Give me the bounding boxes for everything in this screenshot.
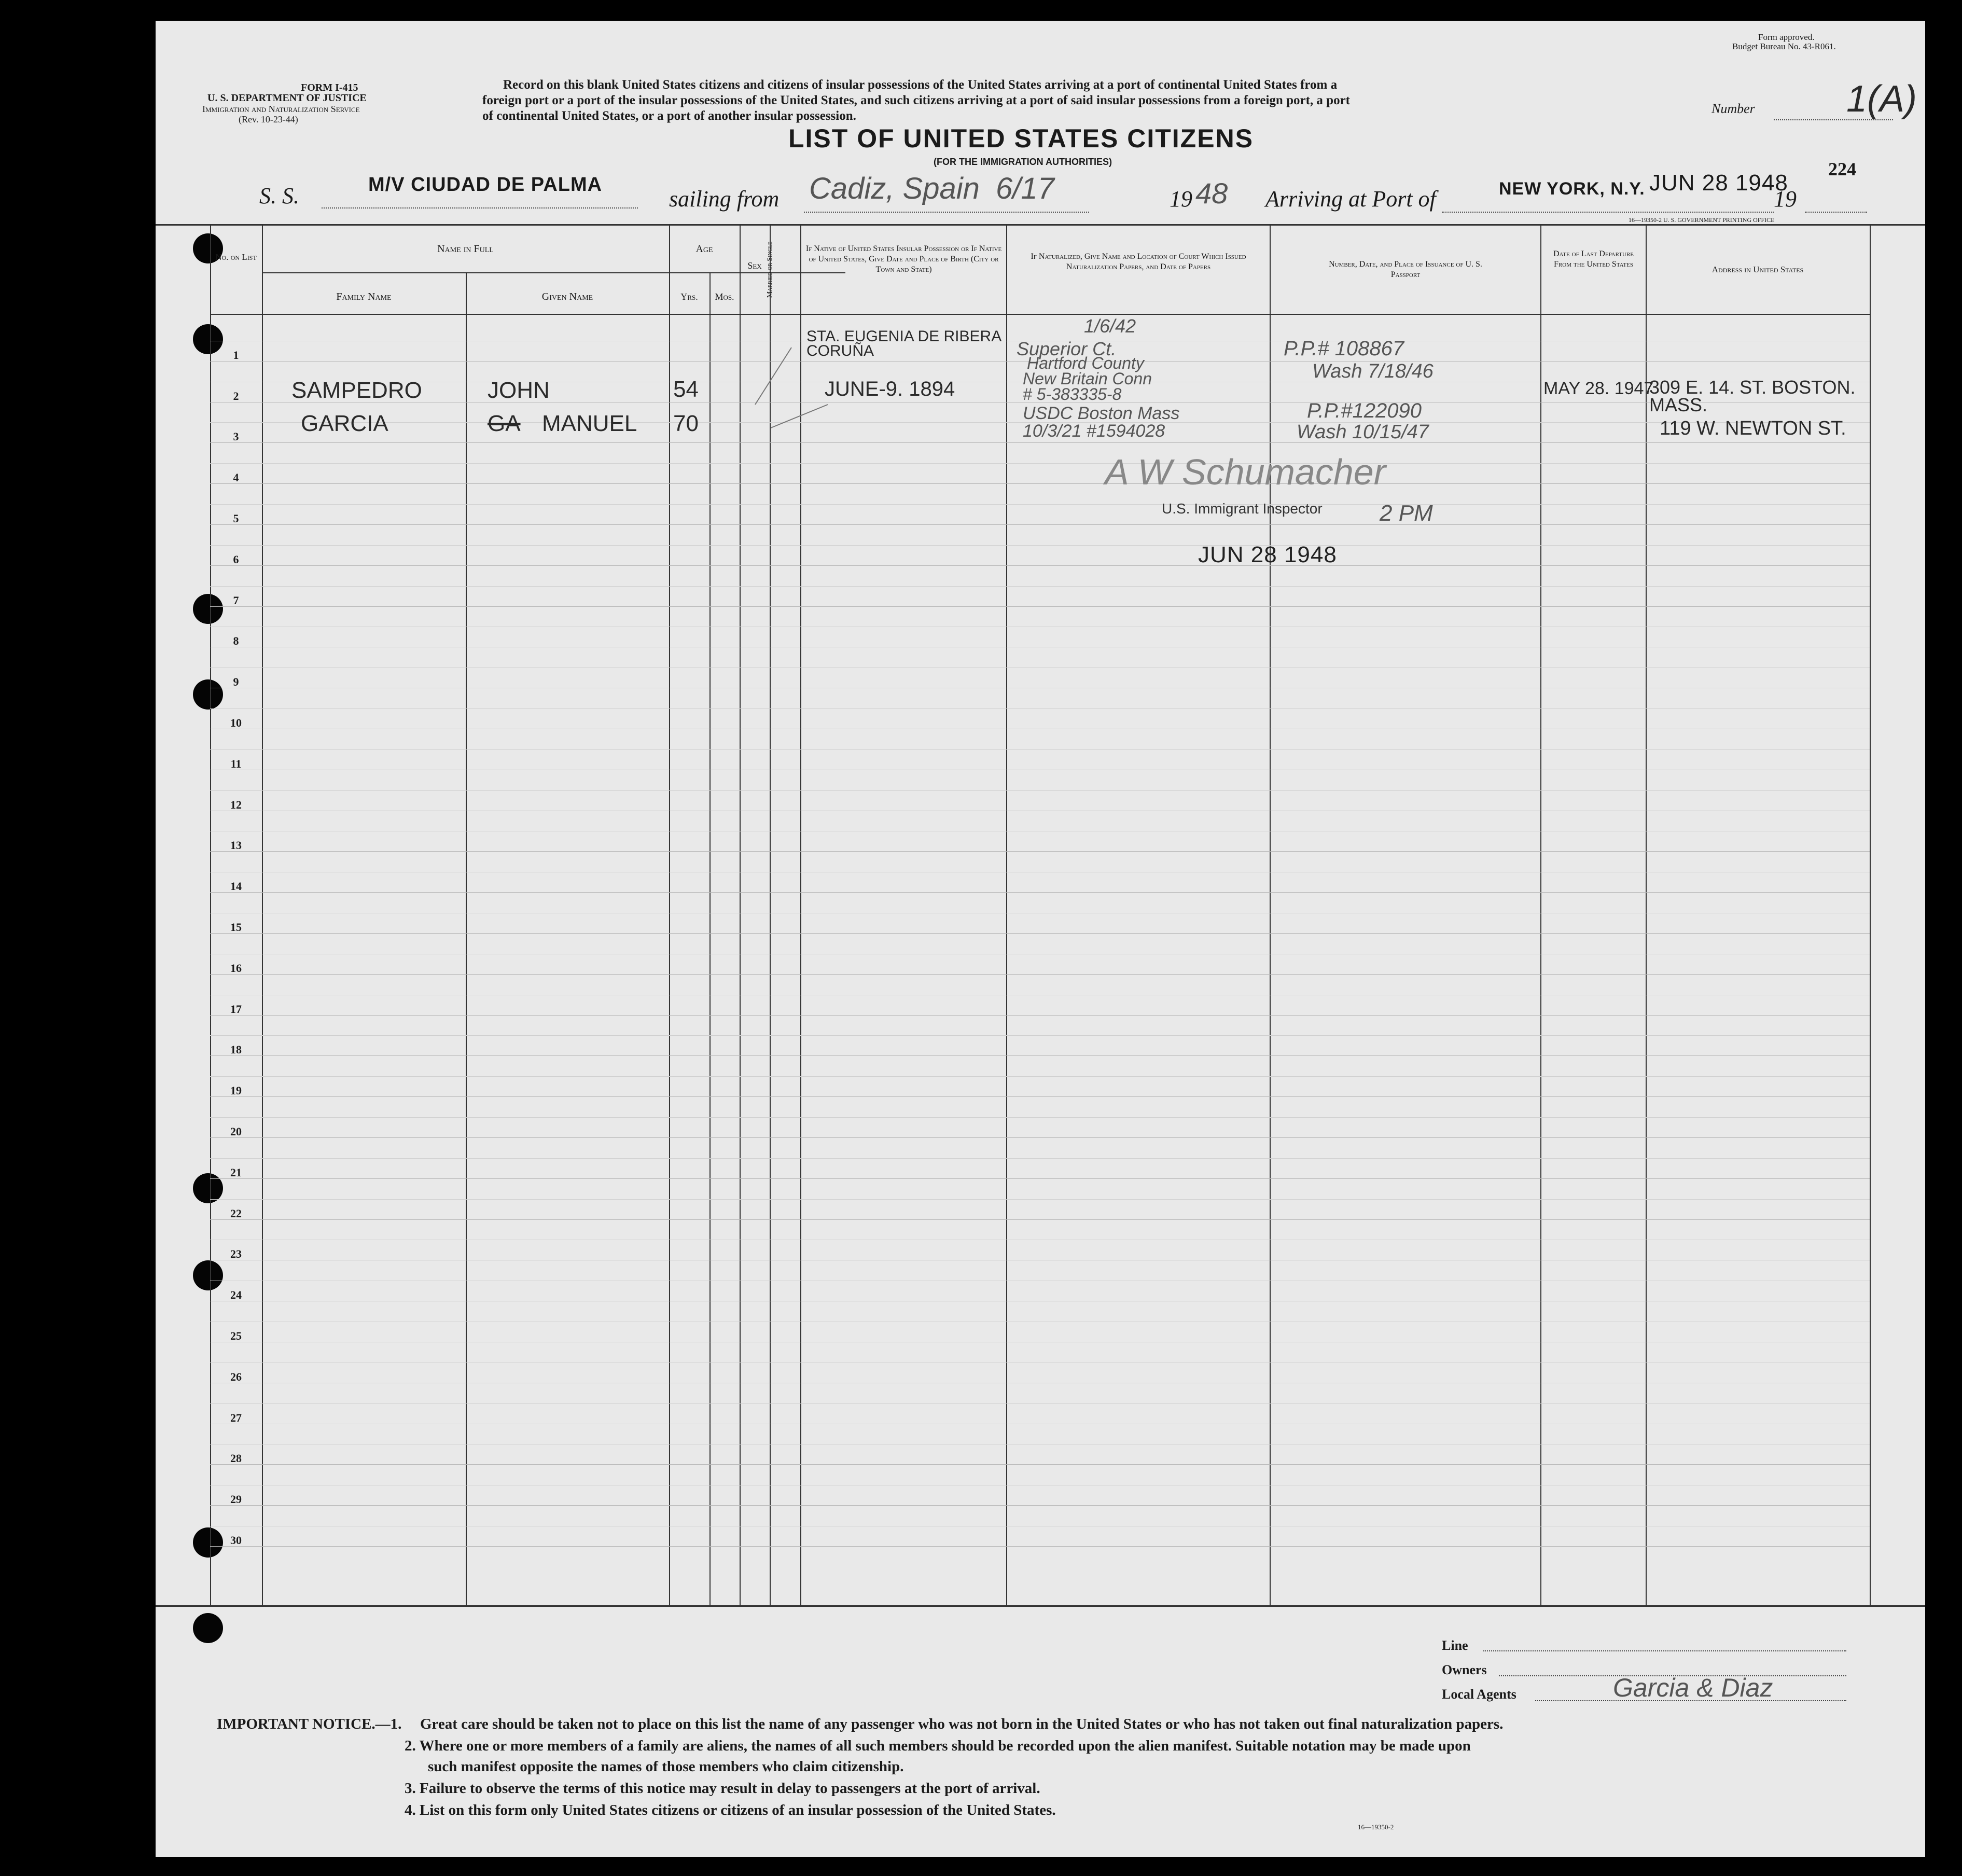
arriving-label: Arriving at Port of — [1265, 186, 1436, 212]
col-header-given-name: Given Name — [541, 291, 593, 302]
sailing-from-label: sailing from — [669, 186, 780, 212]
entry-2-passport-no: P.P.#122090 — [1307, 399, 1422, 422]
inspector-note: 2 PM — [1380, 501, 1433, 526]
col-header-naturalized: If Naturalized, Give Name and Location of Court Which Issued Naturalization Papers, and Date of Papers — [1031, 252, 1246, 271]
arrival-year-underline — [1805, 212, 1867, 213]
row-rule — [210, 1546, 1870, 1547]
form-revision: (Rev. 10-23-44) — [239, 114, 298, 124]
entry-2-address: 119 W. NEWTON ST. — [1660, 418, 1846, 439]
col-header-passport: Number, Date, and Place of Issuance of U. S. Passport — [1329, 260, 1482, 279]
row-rule — [210, 524, 1870, 525]
col-divider — [210, 224, 211, 1606]
punch-hole — [193, 324, 223, 354]
entry-2-naturalization-court: USDC Boston Mass — [1023, 404, 1180, 423]
local-agents-value: Garcia & Diaz — [1613, 1673, 1773, 1702]
entry-1-naturalization-cert: # 5-383335-8 — [1023, 385, 1122, 404]
punch-hole — [193, 1613, 223, 1643]
row-half-rule — [210, 504, 1870, 505]
col-header-no: No. on List — [215, 252, 257, 262]
row-rule — [210, 1015, 1870, 1016]
inspection-date-stamp: JUN 28 1948 — [1198, 542, 1337, 567]
entry-1-naturalization-court-3: New Britain Conn — [1023, 369, 1152, 388]
entry-1-naturalization-date: 1/6/42 — [1084, 315, 1136, 337]
inspector-title: U.S. Immigrant Inspector — [1162, 501, 1323, 517]
col-header-last-departure: Date of Last Departure From the United States — [1553, 249, 1634, 269]
col-divider — [1006, 224, 1007, 1606]
row-number: 25 — [230, 1329, 242, 1342]
row-number: 15 — [230, 921, 242, 934]
year-prefix: 19 — [1170, 186, 1192, 212]
ship-name: M/V CIUDAD DE PALMA — [368, 174, 603, 196]
row-half-rule — [210, 1158, 1870, 1159]
notice-1: Great care should be taken not to place on this list the name of any passenger who was not born in the United States or who has not taken out final naturalization papers. — [420, 1716, 1504, 1732]
sailing-date: 6/17 — [996, 172, 1054, 205]
row-rule — [210, 1464, 1870, 1465]
entry-1-naturalization-court-1: Superior Ct. — [1017, 338, 1117, 359]
row-rule — [210, 851, 1870, 852]
row-number: 17 — [230, 1002, 242, 1016]
entry-2-given-name: MANUEL — [542, 411, 637, 436]
punch-hole — [193, 1527, 223, 1558]
punch-hole — [193, 594, 223, 624]
entry-2-given-name-struck: GA — [488, 411, 521, 436]
row-number: 14 — [230, 880, 242, 893]
entry-1-birth-place: STA. EUGENIA DE RIBERA CORUÑA — [806, 328, 1001, 359]
entry-2-age: 70 — [673, 411, 699, 436]
entry-1-age: 54 — [673, 377, 699, 402]
row-half-rule — [210, 586, 1870, 587]
row-number: 4 — [233, 471, 239, 484]
notice-2a: 2. Where one or more members of a family are aliens, the names of all such members should be recorded upon the alien manifest. Suitable notation may be made upon — [405, 1738, 1471, 1754]
col-divider — [1870, 224, 1871, 1606]
notice-heading: IMPORTANT NOTICE.—1. — [217, 1716, 402, 1732]
row-rule — [210, 1096, 1870, 1097]
col-header-native: If Native of United States Insular Possession or If Native of United States, Give Date and Place of Birth (City or Town and State) — [805, 244, 1002, 274]
row-number: 7 — [233, 593, 239, 607]
row-number: 9 — [233, 675, 239, 689]
col-divider — [466, 272, 467, 1606]
row-rule — [210, 1219, 1870, 1220]
col-header-family-name: Family Name — [336, 291, 392, 302]
col-divider — [669, 224, 670, 1606]
row-half-rule — [210, 1117, 1870, 1118]
line-label: Line — [1442, 1638, 1468, 1653]
local-agents-label: Local Agents — [1442, 1687, 1516, 1702]
row-rule — [210, 933, 1870, 934]
row-number: 19 — [230, 1084, 242, 1097]
row-number: 13 — [230, 839, 242, 852]
header-subdivider — [262, 272, 845, 273]
col-divider — [262, 224, 263, 1606]
row-half-rule — [210, 545, 1870, 546]
ss-label: S. S. — [259, 183, 299, 209]
row-half-rule — [210, 463, 1870, 464]
row-number: 29 — [230, 1493, 242, 1506]
row-half-rule — [210, 749, 1870, 750]
table-top-border — [156, 224, 1925, 226]
row-number: 22 — [230, 1206, 242, 1220]
manifest-page — [156, 21, 1925, 1857]
row-half-rule — [210, 1035, 1870, 1036]
col-header-yrs: Yrs. — [680, 291, 698, 302]
row-number: 16 — [230, 961, 242, 975]
arrival-underline — [1442, 212, 1774, 213]
sailing-underline — [804, 212, 1089, 213]
form-approved: Form approved. — [1758, 32, 1815, 42]
number-value: 1(A) — [1846, 78, 1917, 120]
page-number: 224 — [1828, 159, 1856, 179]
col-divider — [1646, 224, 1647, 1606]
intro-line-2: foreign port or a port of the insular possessions of the United States, and such citizens arriving at a port of said insular possessions from a foreign port, a port — [482, 93, 1350, 107]
row-number: 10 — [230, 716, 242, 729]
row-rule — [210, 606, 1870, 607]
row-number: 8 — [233, 634, 239, 648]
entry-1-naturalization-court-2: Hartford County — [1027, 354, 1144, 372]
col-header-address: Address in United States — [1711, 265, 1804, 274]
notice-4: 4. List on this form only United States citizens or citizens of an insular possession of the United States. — [405, 1802, 1056, 1818]
entry-1-passport-no: P.P.# 108867 — [1284, 337, 1404, 360]
row-number: 5 — [233, 512, 239, 525]
owners-label: Owners — [1442, 1662, 1487, 1677]
row-rule — [210, 892, 1870, 893]
intro-line-1: Record on this blank United States citizens and citizens of insular possessions of the United States arriving at a port of continental United States from a — [503, 78, 1338, 92]
col-divider — [1540, 224, 1541, 1606]
row-rule — [210, 1055, 1870, 1056]
row-rule — [210, 1137, 1870, 1138]
row-rule — [210, 442, 1870, 443]
col-header-name-in-full: Name in Full — [437, 243, 494, 255]
entry-1-given-name: JOHN — [488, 378, 550, 403]
department-name: U. S. DEPARTMENT OF JUSTICE — [207, 92, 367, 104]
row-rule — [210, 483, 1870, 484]
notice-2b: such manifest opposite the names of those members who claim citizenship. — [428, 1758, 904, 1775]
entry-1-birth-date: JUNE-9. 1894 — [825, 378, 955, 400]
row-number: 21 — [230, 1165, 242, 1179]
sailing-from-value: Cadiz, Spain — [809, 172, 980, 205]
row-half-rule — [210, 1199, 1870, 1200]
row-half-rule — [210, 1076, 1870, 1077]
row-number: 3 — [233, 430, 239, 443]
row-number: 24 — [230, 1288, 242, 1302]
col-header-married: Married or Single — [766, 241, 774, 298]
punch-hole — [193, 679, 223, 710]
number-label: Number — [1711, 101, 1755, 116]
row-number: 12 — [230, 798, 242, 811]
form-id: FORM I-415 — [301, 82, 358, 93]
entry-1-last-departure: MAY 28. 1947 — [1543, 379, 1654, 398]
row-number: 6 — [233, 552, 239, 566]
row-rule — [210, 565, 1870, 566]
entry-2-naturalization-cert: 10/3/21 #1594028 — [1023, 421, 1165, 441]
arrival-date-stamp: JUN 28 1948 — [1649, 170, 1788, 196]
entry-1-address: 309 E. 14. ST. BOSTON. MASS. — [1649, 377, 1856, 415]
line-underline — [1483, 1650, 1846, 1651]
row-half-rule — [210, 1403, 1870, 1404]
entry-1-family-name: SAMPEDRO — [291, 378, 422, 403]
year-value: 48 — [1195, 177, 1228, 210]
row-number: 11 — [230, 757, 242, 770]
row-number: 23 — [230, 1247, 242, 1261]
row-rule — [210, 974, 1870, 975]
header-bottom — [210, 314, 1870, 315]
notice-3: 3. Failure to observe the terms of this notice may result in delay to passengers at the port of arrival. — [405, 1780, 1040, 1797]
col-header-age: Age — [695, 243, 713, 255]
entry-1-passport-issue: Wash 7/18/46 — [1312, 360, 1434, 382]
punch-hole — [193, 1260, 223, 1290]
col-divider — [709, 272, 711, 1606]
page-title: LIST OF UNITED STATES CITIZENS — [788, 124, 1254, 153]
print-code: 16—19350-2 U. S. GOVERNMENT PRINTING OFFICE — [1629, 216, 1775, 224]
entry-2-passport-issue: Wash 10/15/47 — [1297, 421, 1429, 443]
footer-print-code: 16—19350-2 — [1358, 1823, 1394, 1831]
arrival-port: NEW YORK, N.Y. — [1499, 179, 1645, 199]
row-number: 30 — [230, 1534, 242, 1547]
ship-underline — [322, 207, 638, 209]
row-number: 2 — [233, 389, 239, 402]
row-number: 26 — [230, 1370, 242, 1383]
row-rule — [210, 1505, 1870, 1506]
row-number: 18 — [230, 1043, 242, 1057]
col-divider — [1270, 224, 1271, 1606]
row-number: 28 — [230, 1452, 242, 1465]
row-number: 1 — [233, 348, 239, 362]
row-number: 20 — [230, 1125, 242, 1138]
row-half-rule — [210, 708, 1870, 709]
intro-line-3: of continental United States, or a port of another insular possession. — [482, 109, 856, 123]
row-number: 27 — [230, 1411, 242, 1424]
entry-2-family-name: GARCIA — [301, 411, 388, 436]
col-header-sex: Sex — [747, 260, 762, 271]
page-subtitle: (FOR THE IMMIGRATION AUTHORITIES) — [934, 157, 1112, 167]
inspector-signature: A W Schumacher — [1105, 452, 1386, 492]
service-name: Immigration and Naturalization Service — [202, 104, 360, 114]
row-rule — [210, 1178, 1870, 1179]
budget-bureau-no: Budget Bureau No. 43-R061. — [1732, 41, 1836, 51]
row-half-rule — [210, 790, 1870, 791]
arrival-year-prefix: 19 — [1774, 186, 1797, 212]
table-bottom-border — [156, 1605, 1925, 1607]
col-header-mos: Mos. — [715, 291, 734, 302]
